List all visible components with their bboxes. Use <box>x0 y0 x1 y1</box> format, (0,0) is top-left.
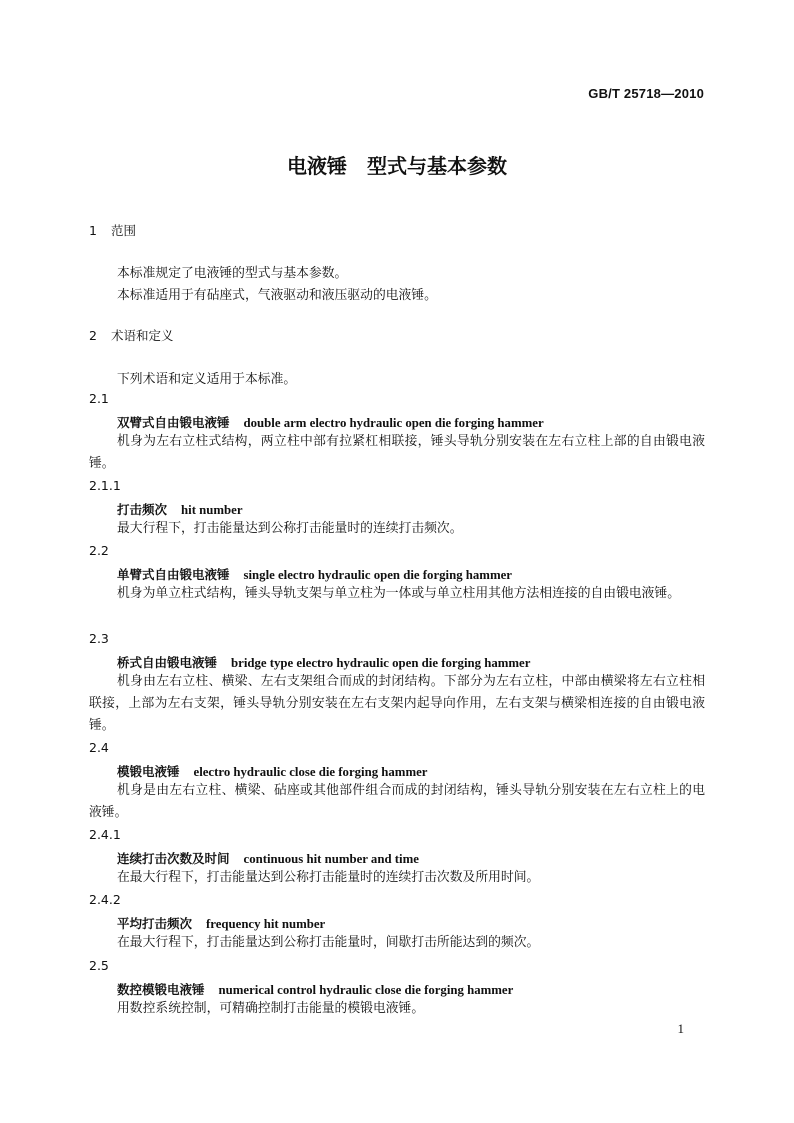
term-heading <box>117 762 427 780</box>
standard-code: GB/T 25718—2010 <box>588 86 704 101</box>
terms-intro: 下列术语和定义适用于本标准。 <box>117 372 297 387</box>
section-heading-scope <box>89 221 136 239</box>
term-heading <box>117 500 243 518</box>
term-chinese: 打击频次 <box>117 502 168 517</box>
term-chinese: 模锻电液锤 <box>117 764 180 779</box>
term-chinese: 双臂式自由锻电液锤 <box>117 415 230 430</box>
term-chinese: 桥式自由锻电液锤 <box>117 655 218 670</box>
section-title: 术语和定义 <box>111 328 174 343</box>
term-heading <box>117 980 513 998</box>
term-chinese: 单臂式自由锻电液锤 <box>117 567 230 582</box>
term-english: frequency hit number <box>206 917 326 931</box>
term-english: bridge type electro hydraulic open die forging hammer <box>231 656 531 670</box>
term-heading <box>117 565 512 583</box>
term-chinese: 平均打击频次 <box>117 916 193 931</box>
term-heading <box>117 849 419 867</box>
document-title: 电液锤 型式与基本参数 <box>287 154 507 178</box>
term-definition: 机身为单立柱式结构，锤头导轨支架与单立柱为一体或与单立柱用其他方法相连接的自由锻电液锤。 <box>117 586 681 601</box>
term-chinese: 连续打击次数及时间 <box>117 851 230 866</box>
scope-paragraph-2: 本标准适用于有砧座式，气液驱动和液压驱动的电液锤。 <box>117 288 437 303</box>
term-english: electro hydraulic close die forging hammer <box>193 765 428 779</box>
term-english: numerical control hydraulic close die forging hammer <box>218 983 514 997</box>
clause-number: 2.1 <box>89 391 109 406</box>
clause-number: 2.5 <box>89 958 109 973</box>
term-definition: 在最大行程下，打击能量达到公称打击能量时，间歇打击所能达到的频次。 <box>117 935 540 950</box>
term-definition: 机身为左右立柱式结构，两立柱中部有拉紧杠相联接，锤头导轨分别安装在左右立柱上部的自由锻电液锤。 <box>89 434 705 471</box>
scope-paragraph-1: 本标准规定了电液锤的型式与基本参数。 <box>117 266 348 281</box>
clause-number: 2.4 <box>89 740 109 755</box>
term-heading <box>117 653 530 671</box>
term-heading <box>117 413 544 431</box>
section-number: 1 <box>89 223 97 238</box>
term-definition: 用数控系统控制，可精确控制打击能量的模锻电液锤。 <box>117 1001 425 1016</box>
section-heading-terms <box>89 326 174 344</box>
term-english: single electro hydraulic open die forging hammer <box>243 568 512 582</box>
term-english: hit number <box>181 503 243 517</box>
clause-number: 2.1.1 <box>89 478 121 493</box>
term-definition: 机身由左右立柱、横梁、左右支架组合而成的封闭结构。下部分为左右立柱，中部由横梁将左右立柱相联接，上部为左右支架，锤头导轨分别安装在左右支架内起导向作用，左右支架与横梁相连接的自由锻电液锤。 <box>89 674 705 733</box>
term-heading <box>117 914 325 932</box>
clause-number: 2.4.1 <box>89 827 121 842</box>
term-english: double arm electro hydraulic open die forging hammer <box>243 416 544 430</box>
clause-number: 2.3 <box>89 631 109 646</box>
clause-number: 2.2 <box>89 543 109 558</box>
page-number: 1 <box>677 1021 684 1036</box>
term-english: continuous hit number and time <box>243 852 419 866</box>
term-definition: 在最大行程下，打击能量达到公称打击能量时的连续打击次数及所用时间。 <box>117 870 540 885</box>
section-number: 2 <box>89 328 97 343</box>
term-definition: 最大行程下，打击能量达到公称打击能量时的连续打击频次。 <box>117 521 463 536</box>
clause-number: 2.4.2 <box>89 892 121 907</box>
section-title: 范围 <box>111 223 137 238</box>
term-chinese: 数控模锻电液锤 <box>117 982 205 997</box>
term-definition: 机身是由左右立柱、横梁、砧座或其他部件组合而成的封闭结构，锤头导轨分别安装在左右立柱上的电液锤。 <box>89 783 705 820</box>
